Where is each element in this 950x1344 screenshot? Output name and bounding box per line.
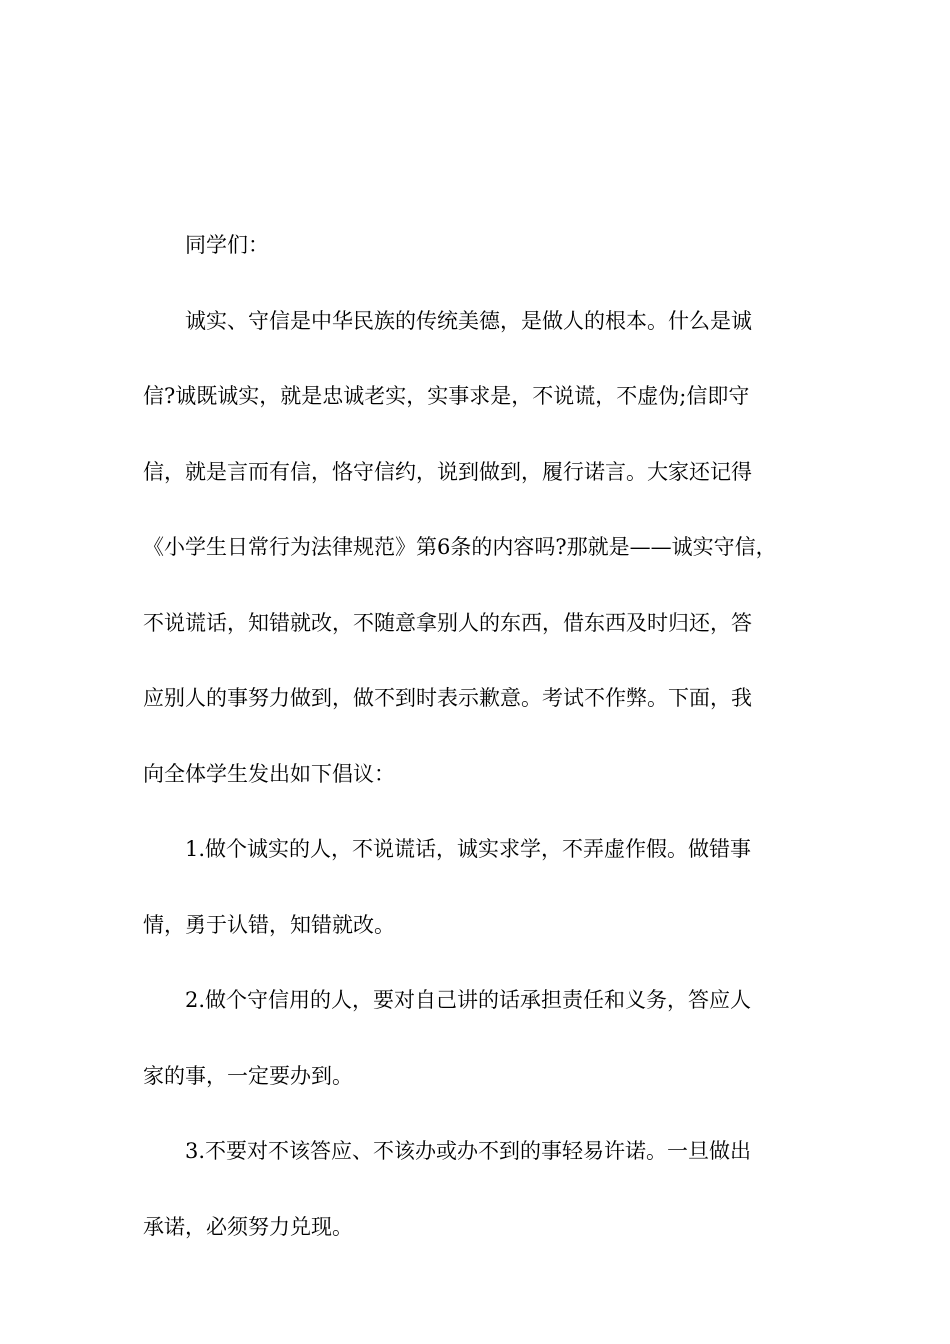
proposal-item-2: [143, 963, 823, 1114]
paragraph-line: 3.不要对不该答应、不该办或办不到的事轻易许诺。一旦做出: [185, 1139, 752, 1163]
document-body: [143, 208, 823, 1265]
paragraph-line: 情，勇于认错，知错就改。: [143, 912, 395, 937]
paragraph-line: 不说谎话，知错就改，不随意拿别人的东西，借东西及时归还，答: [143, 610, 752, 635]
paragraph-line: 信，就是言而有信，恪守信约，说到做到，履行诺言。大家还记得: [143, 459, 752, 484]
paragraph-line: 家的事，一定要办到。: [143, 1063, 353, 1088]
paragraph-line: 1.做个诚实的人，不说谎话，诚实求学，不弄虚作假。做错事: [185, 837, 752, 861]
salutation: [143, 208, 823, 284]
paragraph-line: 2.做个守信用的人，要对自己讲的话承担责任和义务，答应人: [185, 988, 752, 1012]
paragraph-line: 《小学生日常行为法律规范》第6条的内容吗?那就是——诚实守信，: [143, 535, 777, 559]
paragraph-line: 诚实、守信是中华民族的传统美德，是做人的根本。什么是诚: [185, 308, 752, 333]
paragraph-line: 承诺，必须努力兑现。: [143, 1214, 353, 1239]
paragraph-line: 应别人的事努力做到，做不到时表示歉意。考试不作弊。下面，我: [143, 686, 752, 710]
proposal-item-1: [143, 812, 823, 963]
paragraph-line: 信?诚既诚实，就是忠诚老实，实事求是，不说谎，不虚伪;信即守: [143, 384, 750, 408]
paragraph-line: 向全体学生发出如下倡议：: [143, 761, 395, 786]
salutation-text: 同学们：: [185, 233, 269, 257]
paragraph-intro: [143, 284, 823, 813]
proposal-item-3: [143, 1114, 823, 1265]
